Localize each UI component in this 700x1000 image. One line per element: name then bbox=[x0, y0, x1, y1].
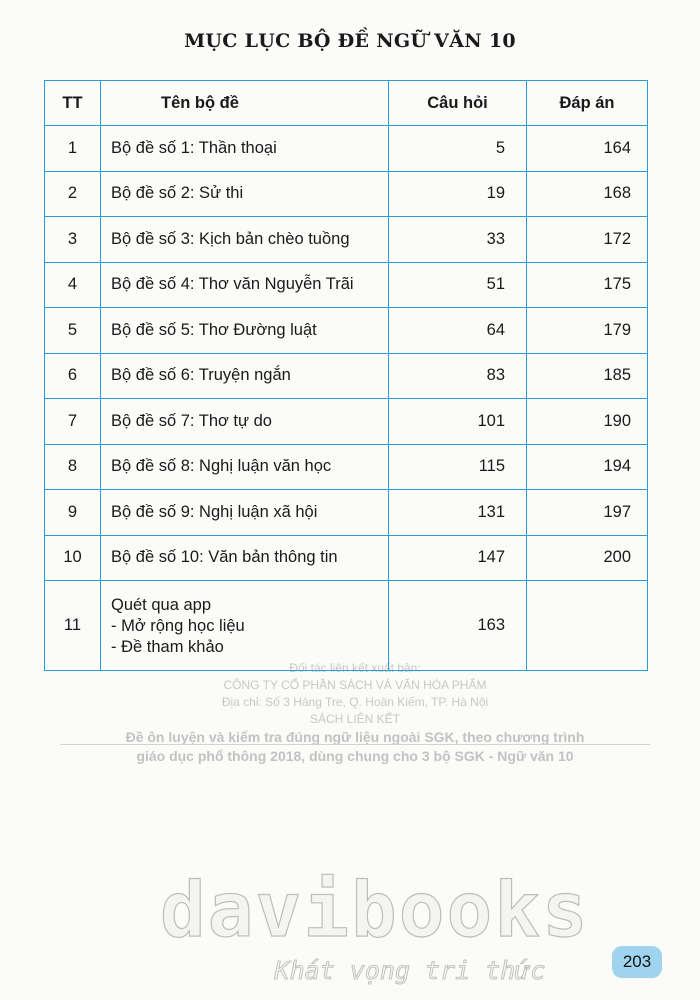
imprint-line: Địa chỉ: Số 3 Hàng Tre, Q. Hoàn Kiếm, TP. Hà Nội bbox=[221, 695, 489, 709]
imprint-line: SÁCH LIÊN KẾT bbox=[309, 712, 401, 726]
header-answers: Đáp án bbox=[527, 81, 648, 126]
answer-page: 168 bbox=[527, 171, 648, 217]
row-number: 11 bbox=[45, 581, 101, 671]
answer-page: 175 bbox=[527, 262, 648, 308]
question-page: 101 bbox=[389, 399, 527, 445]
answer-page: 185 bbox=[527, 353, 648, 399]
question-page: 163 bbox=[389, 581, 527, 671]
table-row bbox=[45, 262, 648, 308]
row-number: 5 bbox=[45, 308, 101, 354]
background-imprint bbox=[60, 660, 650, 766]
answer-page: 190 bbox=[527, 399, 648, 445]
imprint-line: CÔNG TY CỔ PHẦN SÁCH VÀ VĂN HÓA PHẨM bbox=[223, 678, 487, 692]
question-page: 131 bbox=[389, 490, 527, 536]
set-name: Bộ đề số 10: Văn bản thông tin bbox=[101, 535, 389, 581]
set-name: Bộ đề số 2: Sử thi bbox=[101, 171, 389, 217]
page-title: MỤC LỤC BỘ ĐỀ NGỮ VĂN 10 bbox=[184, 30, 516, 52]
table-row bbox=[45, 490, 648, 536]
table-row bbox=[45, 399, 648, 445]
row-number: 1 bbox=[45, 126, 101, 172]
question-page: 64 bbox=[389, 308, 527, 354]
set-name: Bộ đề số 6: Truyện ngắn bbox=[101, 353, 389, 399]
set-name-line: - Đề tham khảo bbox=[111, 638, 224, 656]
answer-page: 164 bbox=[527, 126, 648, 172]
set-name: Bộ đề số 3: Kịch bản chèo tuồng bbox=[101, 217, 389, 263]
set-name: Bộ đề số 9: Nghị luận xã hội bbox=[101, 490, 389, 536]
set-name: Bộ đề số 7: Thơ tự do bbox=[101, 399, 389, 445]
header-name: Tên bộ đề bbox=[101, 81, 389, 126]
set-name-line: - Mở rộng học liệu bbox=[111, 617, 245, 635]
row-number: 8 bbox=[45, 444, 101, 490]
table-row bbox=[45, 217, 648, 263]
header-questions: Câu hỏi bbox=[389, 81, 527, 126]
row-number: 10 bbox=[45, 535, 101, 581]
row-number: 3 bbox=[45, 217, 101, 263]
set-name-line: Quét qua app bbox=[111, 596, 211, 614]
set-name: Bộ đề số 5: Thơ Đường luật bbox=[101, 308, 389, 354]
toc-table bbox=[44, 80, 648, 671]
set-name: Bộ đề số 1: Thần thoại bbox=[101, 126, 389, 172]
question-page: 115 bbox=[389, 444, 527, 490]
imprint-line: Đối tác liên kết xuất bản: bbox=[289, 661, 421, 675]
table-header-row bbox=[45, 81, 648, 126]
question-page: 19 bbox=[389, 171, 527, 217]
answer-page: 194 bbox=[527, 444, 648, 490]
row-number: 4 bbox=[45, 262, 101, 308]
row-number: 6 bbox=[45, 353, 101, 399]
header-tt: TT bbox=[45, 81, 101, 126]
question-page: 51 bbox=[389, 262, 527, 308]
set-name-multiline bbox=[101, 581, 389, 671]
question-page: 147 bbox=[389, 535, 527, 581]
answer-page: 200 bbox=[527, 535, 648, 581]
row-number: 7 bbox=[45, 399, 101, 445]
page-number-badge: 203 bbox=[612, 946, 662, 978]
answer-page: 179 bbox=[527, 308, 648, 354]
imprint-line: Đề ôn luyện và kiểm tra đúng ngữ liệu ngoài SGK, theo chương trình bbox=[125, 729, 585, 745]
table-row bbox=[45, 444, 648, 490]
table-row bbox=[45, 171, 648, 217]
answer-page bbox=[527, 581, 648, 671]
table-row bbox=[45, 353, 648, 399]
table-row bbox=[45, 581, 648, 671]
set-name: Bộ đề số 4: Thơ văn Nguyễn Trãi bbox=[101, 262, 389, 308]
set-name: Bộ đề số 8: Nghị luận văn học bbox=[101, 444, 389, 490]
answer-page: 197 bbox=[527, 490, 648, 536]
brand-watermark: davibooks bbox=[160, 865, 590, 954]
imprint-line: giáo dục phổ thông 2018, dùng chung cho 3 bộ SGK - Ngữ văn 10 bbox=[136, 748, 574, 764]
question-page: 5 bbox=[389, 126, 527, 172]
table-row bbox=[45, 535, 648, 581]
brand-slogan: Khát vọng tri thức bbox=[274, 956, 546, 985]
answer-page: 172 bbox=[527, 217, 648, 263]
table-row bbox=[45, 308, 648, 354]
question-page: 83 bbox=[389, 353, 527, 399]
table-row bbox=[45, 126, 648, 172]
row-number: 2 bbox=[45, 171, 101, 217]
question-page: 33 bbox=[389, 217, 527, 263]
divider bbox=[60, 744, 650, 745]
row-number: 9 bbox=[45, 490, 101, 536]
